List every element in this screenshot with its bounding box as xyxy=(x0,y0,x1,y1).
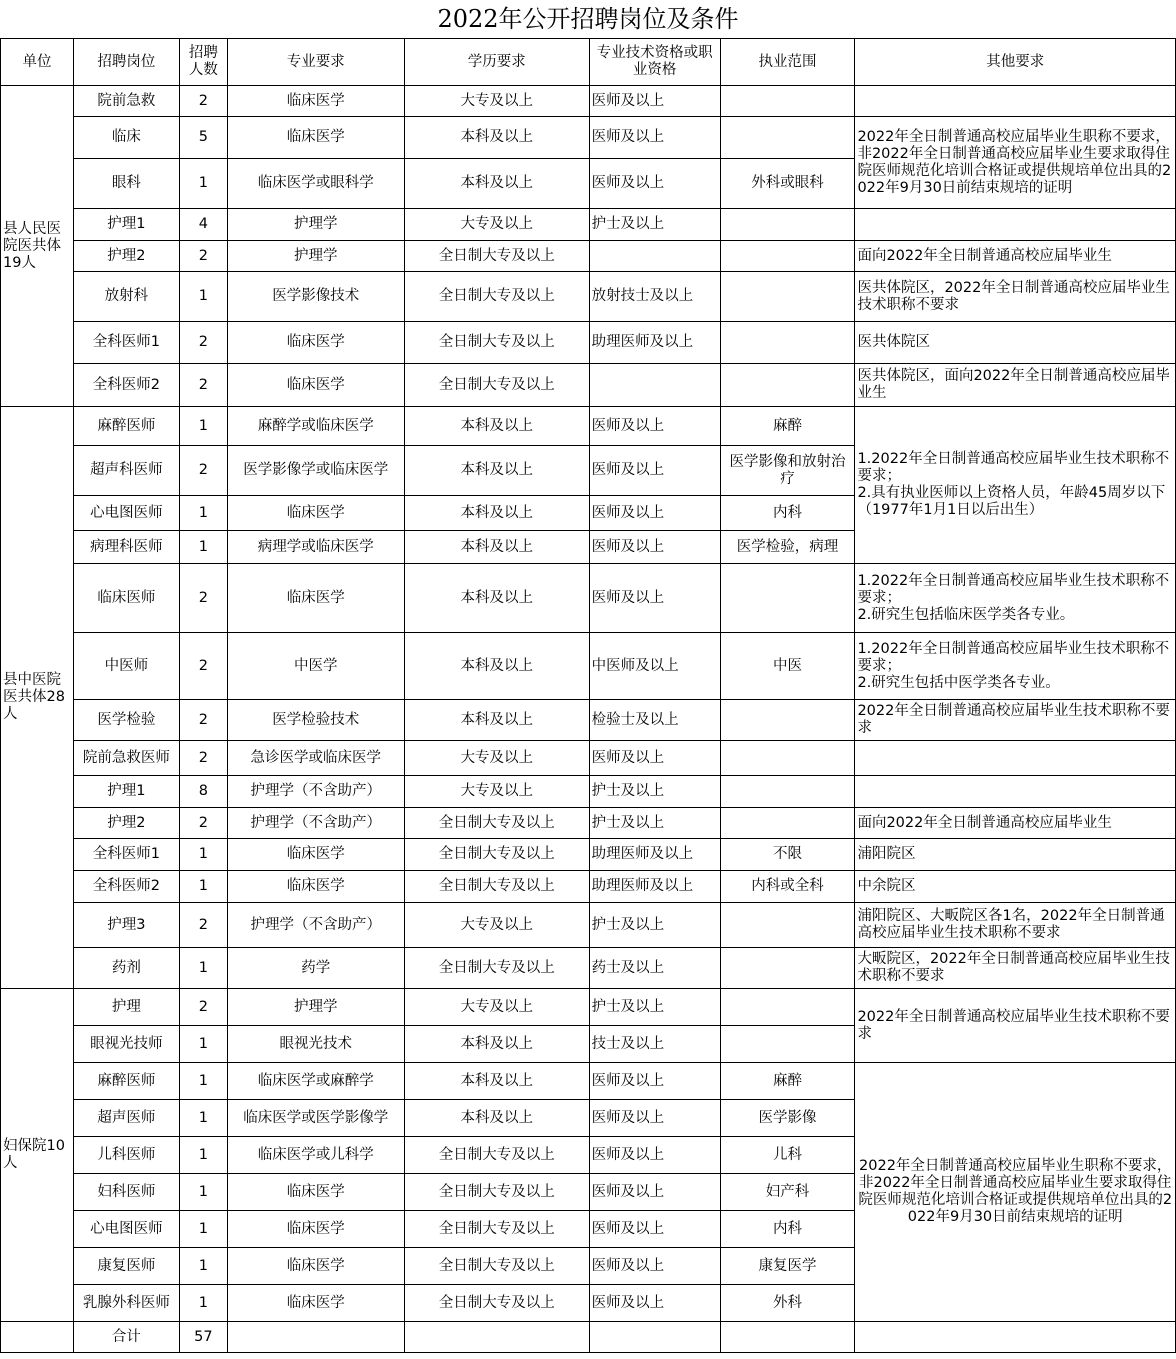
education-cell: 本科及以上 xyxy=(404,446,589,496)
count-cell: 2 xyxy=(179,364,227,407)
qualification-cell: 医师及以上 xyxy=(589,531,720,564)
count-cell: 8 xyxy=(179,776,227,808)
qualification-cell: 护士及以上 xyxy=(589,808,720,839)
other-requirements-cell: 1.2022年全日制普通高校应届毕业生技术职称不要求； 2.研究生包括中医学类各专业。 xyxy=(855,633,1176,700)
scope-cell xyxy=(720,948,855,989)
count-cell: 1 xyxy=(179,407,227,446)
major-cell: 护理学 xyxy=(227,989,404,1026)
post-cell: 全科医师1 xyxy=(73,322,179,364)
education-cell: 本科及以上 xyxy=(404,1063,589,1100)
header-major: 专业要求 xyxy=(227,39,404,86)
education-cell: 本科及以上 xyxy=(404,1026,589,1063)
post-cell: 护理1 xyxy=(73,776,179,808)
post-cell: 护理2 xyxy=(73,808,179,839)
major-cell: 临床医学 xyxy=(227,1211,404,1248)
header-post: 招聘岗位 xyxy=(73,39,179,86)
table-row xyxy=(1,989,1176,1026)
count-cell: 1 xyxy=(179,1174,227,1211)
other-requirements-cell xyxy=(855,86,1176,117)
count-cell: 1 xyxy=(179,1285,227,1322)
education-cell: 本科及以上 xyxy=(404,117,589,159)
education-cell: 全日制大专及以上 xyxy=(404,322,589,364)
qualification-cell: 护士及以上 xyxy=(589,209,720,241)
count-cell: 1 xyxy=(179,839,227,871)
scope-cell: 麻醉 xyxy=(720,407,855,446)
scope-cell: 内科或全科 xyxy=(720,871,855,903)
major-cell: 病理学或临床医学 xyxy=(227,531,404,564)
count-cell: 1 xyxy=(179,1248,227,1285)
other-requirements-cell xyxy=(855,741,1176,776)
qualification-cell xyxy=(589,364,720,407)
count-cell: 1 xyxy=(179,531,227,564)
total-blank-cell xyxy=(589,1322,720,1353)
qualification-cell: 医师及以上 xyxy=(589,1174,720,1211)
major-cell: 护理学（不含助产） xyxy=(227,808,404,839)
total-row xyxy=(1,1322,1176,1353)
scope-cell xyxy=(720,903,855,948)
qualification-cell: 医师及以上 xyxy=(589,1137,720,1174)
scope-cell: 医学检验，病理 xyxy=(720,531,855,564)
post-cell: 全科医师2 xyxy=(73,871,179,903)
header-unit: 单位 xyxy=(1,39,74,86)
qualification-cell: 药士及以上 xyxy=(589,948,720,989)
major-cell: 临床医学或眼科学 xyxy=(227,159,404,209)
post-cell: 超声医师 xyxy=(73,1100,179,1137)
qualification-cell: 技士及以上 xyxy=(589,1026,720,1063)
scope-cell xyxy=(720,808,855,839)
major-cell: 医学影像技术 xyxy=(227,272,404,322)
post-cell: 全科医师2 xyxy=(73,364,179,407)
education-cell: 本科及以上 xyxy=(404,159,589,209)
education-cell: 全日制大专及以上 xyxy=(404,364,589,407)
count-cell: 2 xyxy=(179,241,227,272)
unit-cell: 县人民医院医共体19人 xyxy=(1,86,74,407)
major-cell: 临床医学 xyxy=(227,496,404,531)
count-cell: 2 xyxy=(179,700,227,741)
qualification-cell: 助理医师及以上 xyxy=(589,322,720,364)
scope-cell: 康复医学 xyxy=(720,1248,855,1285)
other-requirements-cell: 面向2022年全日制普通高校应届毕业生 xyxy=(855,241,1176,272)
post-cell: 医学检验 xyxy=(73,700,179,741)
scope-cell: 外科 xyxy=(720,1285,855,1322)
major-cell: 临床医学 xyxy=(227,1285,404,1322)
scope-cell: 内科 xyxy=(720,1211,855,1248)
qualification-cell: 医师及以上 xyxy=(589,86,720,117)
major-cell: 眼视光技术 xyxy=(227,1026,404,1063)
education-cell: 大专及以上 xyxy=(404,86,589,117)
table-row xyxy=(1,564,1176,633)
total-blank-cell xyxy=(720,1322,855,1353)
major-cell: 临床医学或医学影像学 xyxy=(227,1100,404,1137)
education-cell: 全日制大专及以上 xyxy=(404,808,589,839)
major-cell: 护理学（不含助产） xyxy=(227,776,404,808)
post-cell: 护理 xyxy=(73,989,179,1026)
education-cell: 本科及以上 xyxy=(404,496,589,531)
post-cell: 药剂 xyxy=(73,948,179,989)
education-cell: 全日制大专及以上 xyxy=(404,1285,589,1322)
major-cell: 临床医学 xyxy=(227,364,404,407)
table-body xyxy=(1,86,1176,1353)
count-cell: 1 xyxy=(179,1063,227,1100)
post-cell: 临床医师 xyxy=(73,564,179,633)
count-cell: 4 xyxy=(179,209,227,241)
count-cell: 2 xyxy=(179,808,227,839)
post-cell: 心电图医师 xyxy=(73,1211,179,1248)
major-cell: 医学检验技术 xyxy=(227,700,404,741)
other-requirements-cell: 面向2022年全日制普通高校应届毕业生 xyxy=(855,808,1176,839)
table-row xyxy=(1,117,1176,159)
post-cell: 儿科医师 xyxy=(73,1137,179,1174)
other-requirements-cell xyxy=(855,776,1176,808)
scope-cell xyxy=(720,86,855,117)
major-cell: 医学影像学或临床医学 xyxy=(227,446,404,496)
major-cell: 临床医学 xyxy=(227,86,404,117)
qualification-cell: 护士及以上 xyxy=(589,903,720,948)
header-count: 招聘人数 xyxy=(179,39,227,86)
post-cell: 妇科医师 xyxy=(73,1174,179,1211)
total-blank-cell xyxy=(404,1322,589,1353)
scope-cell xyxy=(720,117,855,159)
post-cell: 麻醉医师 xyxy=(73,1063,179,1100)
qualification-cell: 助理医师及以上 xyxy=(589,839,720,871)
scope-cell xyxy=(720,322,855,364)
unit-cell: 县中医院医共体28人 xyxy=(1,407,74,989)
header-qualification: 专业技术资格或职业资格 xyxy=(589,39,720,86)
count-cell: 1 xyxy=(179,1211,227,1248)
count-cell: 2 xyxy=(179,86,227,117)
other-requirements-cell: 大畈院区，2022年全日制普通高校应届毕业生技术职称不要求 xyxy=(855,948,1176,989)
table-row xyxy=(1,364,1176,407)
post-cell: 麻醉医师 xyxy=(73,407,179,446)
count-cell: 1 xyxy=(179,1026,227,1063)
count-cell: 2 xyxy=(179,564,227,633)
header-education: 学历要求 xyxy=(404,39,589,86)
count-cell: 1 xyxy=(179,272,227,322)
education-cell: 大专及以上 xyxy=(404,741,589,776)
other-requirements-cell: 医共体院区 xyxy=(855,322,1176,364)
other-requirements-cell: 1.2022年全日制普通高校应届毕业生技术职称不要求； 2.研究生包括临床医学类各专业。 xyxy=(855,564,1176,633)
qualification-cell: 医师及以上 xyxy=(589,496,720,531)
education-cell: 大专及以上 xyxy=(404,989,589,1026)
table-row xyxy=(1,871,1176,903)
count-cell: 2 xyxy=(179,322,227,364)
table-row xyxy=(1,272,1176,322)
post-cell: 乳腺外科医师 xyxy=(73,1285,179,1322)
qualification-cell: 医师及以上 xyxy=(589,741,720,776)
scope-cell xyxy=(720,741,855,776)
scope-cell: 麻醉 xyxy=(720,1063,855,1100)
scope-cell xyxy=(720,272,855,322)
scope-cell xyxy=(720,564,855,633)
post-cell: 放射科 xyxy=(73,272,179,322)
education-cell: 全日制大专及以上 xyxy=(404,1248,589,1285)
education-cell: 本科及以上 xyxy=(404,1100,589,1137)
major-cell: 药学 xyxy=(227,948,404,989)
major-cell: 临床医学或儿科学 xyxy=(227,1137,404,1174)
education-cell: 全日制大专及以上 xyxy=(404,241,589,272)
post-cell: 临床 xyxy=(73,117,179,159)
total-count: 57 xyxy=(179,1322,227,1353)
qualification-cell: 助理医师及以上 xyxy=(589,871,720,903)
education-cell: 大专及以上 xyxy=(404,776,589,808)
qualification-cell: 医师及以上 xyxy=(589,1248,720,1285)
table-row xyxy=(1,903,1176,948)
education-cell: 全日制大专及以上 xyxy=(404,839,589,871)
scope-cell xyxy=(720,700,855,741)
education-cell: 全日制大专及以上 xyxy=(404,1211,589,1248)
table-row xyxy=(1,407,1176,446)
major-cell: 中医学 xyxy=(227,633,404,700)
education-cell: 全日制大专及以上 xyxy=(404,1137,589,1174)
table-row xyxy=(1,839,1176,871)
major-cell: 临床医学或麻醉学 xyxy=(227,1063,404,1100)
other-requirements-cell: 医共体院区，2022年全日制普通高校应届毕业生技术职称不要求 xyxy=(855,272,1176,322)
scope-cell: 儿科 xyxy=(720,1137,855,1174)
scope-cell: 不限 xyxy=(720,839,855,871)
count-cell: 1 xyxy=(179,496,227,531)
scope-cell: 医学影像和放射治疗 xyxy=(720,446,855,496)
education-cell: 本科及以上 xyxy=(404,633,589,700)
count-cell: 2 xyxy=(179,446,227,496)
other-requirements-cell: 1.2022年全日制普通高校应届毕业生技术职称不要求； 2.具有执业医师以上资格人员，年龄45周岁以下（1977年1月1日以后出生） xyxy=(855,407,1176,564)
qualification-cell: 医师及以上 xyxy=(589,159,720,209)
scope-cell: 妇产科 xyxy=(720,1174,855,1211)
count-cell: 2 xyxy=(179,633,227,700)
other-requirements-cell: 2022年全日制普通高校应届毕业生技术职称不要求 xyxy=(855,700,1176,741)
total-blank-cell xyxy=(855,1322,1176,1353)
page-title: 2022年公开招聘岗位及条件 xyxy=(437,5,739,33)
unit-cell: 妇保院10人 xyxy=(1,989,74,1322)
scope-cell xyxy=(720,776,855,808)
post-cell: 院前急救医师 xyxy=(73,741,179,776)
table-row xyxy=(1,86,1176,117)
scope-cell: 内科 xyxy=(720,496,855,531)
major-cell: 临床医学 xyxy=(227,322,404,364)
total-blank-cell xyxy=(1,1322,74,1353)
count-cell: 5 xyxy=(179,117,227,159)
education-cell: 全日制大专及以上 xyxy=(404,871,589,903)
post-cell: 全科医师1 xyxy=(73,839,179,871)
table-row xyxy=(1,700,1176,741)
count-cell: 2 xyxy=(179,741,227,776)
qualification-cell: 护士及以上 xyxy=(589,776,720,808)
qualification-cell: 医师及以上 xyxy=(589,117,720,159)
total-blank-cell xyxy=(227,1322,404,1353)
qualification-cell: 医师及以上 xyxy=(589,1211,720,1248)
scope-cell: 外科或眼科 xyxy=(720,159,855,209)
post-cell: 护理2 xyxy=(73,241,179,272)
major-cell: 临床医学 xyxy=(227,564,404,633)
post-cell: 眼科 xyxy=(73,159,179,209)
major-cell: 临床医学 xyxy=(227,117,404,159)
table-row xyxy=(1,241,1176,272)
table-row xyxy=(1,322,1176,364)
major-cell: 护理学 xyxy=(227,209,404,241)
table-row xyxy=(1,633,1176,700)
header-other: 其他要求 xyxy=(855,39,1176,86)
table-row xyxy=(1,948,1176,989)
table-row xyxy=(1,741,1176,776)
post-cell: 护理3 xyxy=(73,903,179,948)
major-cell: 护理学 xyxy=(227,241,404,272)
header-scope: 执业范围 xyxy=(720,39,855,86)
education-cell: 全日制大专及以上 xyxy=(404,948,589,989)
education-cell: 本科及以上 xyxy=(404,407,589,446)
other-requirements-cell: 2022年全日制普通高校应届毕业生职称不要求，非2022年全日制普通高校应届毕业生要求取得住院医师规范化培训合格证或提供规培单位出具的2022年9月30日前结束规培的证明 xyxy=(855,117,1176,209)
scope-cell: 医学影像 xyxy=(720,1100,855,1137)
table-row xyxy=(1,209,1176,241)
table-row xyxy=(1,776,1176,808)
post-cell: 中医师 xyxy=(73,633,179,700)
table-row xyxy=(1,808,1176,839)
recruitment-table xyxy=(0,38,1176,1353)
total-label: 合计 xyxy=(73,1322,179,1353)
qualification-cell: 检验士及以上 xyxy=(589,700,720,741)
other-requirements-cell: 中余院区 xyxy=(855,871,1176,903)
other-requirements-cell: 浦阳院区、大畈院区各1名，2022年全日制普通高校应届毕业生技术职称不要求 xyxy=(855,903,1176,948)
scope-cell xyxy=(720,209,855,241)
major-cell: 临床医学 xyxy=(227,871,404,903)
count-cell: 2 xyxy=(179,989,227,1026)
scope-cell xyxy=(720,1026,855,1063)
education-cell: 大专及以上 xyxy=(404,209,589,241)
scope-cell xyxy=(720,241,855,272)
count-cell: 1 xyxy=(179,871,227,903)
post-cell: 病理科医师 xyxy=(73,531,179,564)
post-cell: 心电图医师 xyxy=(73,496,179,531)
header-row xyxy=(1,39,1176,86)
qualification-cell: 护士及以上 xyxy=(589,989,720,1026)
count-cell: 1 xyxy=(179,1100,227,1137)
qualification-cell xyxy=(589,241,720,272)
post-cell: 眼视光技师 xyxy=(73,1026,179,1063)
other-requirements-cell: 医共体院区，面向2022年全日制普通高校应届毕业生 xyxy=(855,364,1176,407)
education-cell: 本科及以上 xyxy=(404,564,589,633)
qualification-cell: 医师及以上 xyxy=(589,407,720,446)
other-requirements-cell xyxy=(855,209,1176,241)
major-cell: 护理学（不含助产） xyxy=(227,903,404,948)
education-cell: 本科及以上 xyxy=(404,700,589,741)
count-cell: 1 xyxy=(179,948,227,989)
count-cell: 1 xyxy=(179,159,227,209)
other-requirements-cell: 2022年全日制普通高校应届毕业生职称不要求，非2022年全日制普通高校应届毕业生要求取得住院医师规范化培训合格证或提供规培单位出具的2022年9月30日前结束规培的证明 xyxy=(855,1063,1176,1322)
post-cell: 超声科医师 xyxy=(73,446,179,496)
education-cell: 全日制大专及以上 xyxy=(404,1174,589,1211)
qualification-cell: 医师及以上 xyxy=(589,1063,720,1100)
major-cell: 临床医学 xyxy=(227,1248,404,1285)
post-cell: 康复医师 xyxy=(73,1248,179,1285)
scope-cell xyxy=(720,989,855,1026)
qualification-cell: 中医师及以上 xyxy=(589,633,720,700)
post-cell: 护理1 xyxy=(73,209,179,241)
other-requirements-cell: 2022年全日制普通高校应届毕业生技术职称不要求 xyxy=(855,989,1176,1063)
major-cell: 临床医学 xyxy=(227,839,404,871)
qualification-cell: 医师及以上 xyxy=(589,1285,720,1322)
count-cell: 1 xyxy=(179,1137,227,1174)
count-cell: 2 xyxy=(179,903,227,948)
major-cell: 临床医学 xyxy=(227,1174,404,1211)
major-cell: 麻醉学或临床医学 xyxy=(227,407,404,446)
qualification-cell: 医师及以上 xyxy=(589,1100,720,1137)
qualification-cell: 医师及以上 xyxy=(589,564,720,633)
scope-cell: 中医 xyxy=(720,633,855,700)
scope-cell xyxy=(720,364,855,407)
education-cell: 大专及以上 xyxy=(404,903,589,948)
major-cell: 急诊医学或临床医学 xyxy=(227,741,404,776)
post-cell: 院前急救 xyxy=(73,86,179,117)
education-cell: 全日制大专及以上 xyxy=(404,272,589,322)
education-cell: 本科及以上 xyxy=(404,531,589,564)
table-row xyxy=(1,1063,1176,1100)
qualification-cell: 放射技士及以上 xyxy=(589,272,720,322)
qualification-cell: 医师及以上 xyxy=(589,446,720,496)
other-requirements-cell: 浦阳院区 xyxy=(855,839,1176,871)
